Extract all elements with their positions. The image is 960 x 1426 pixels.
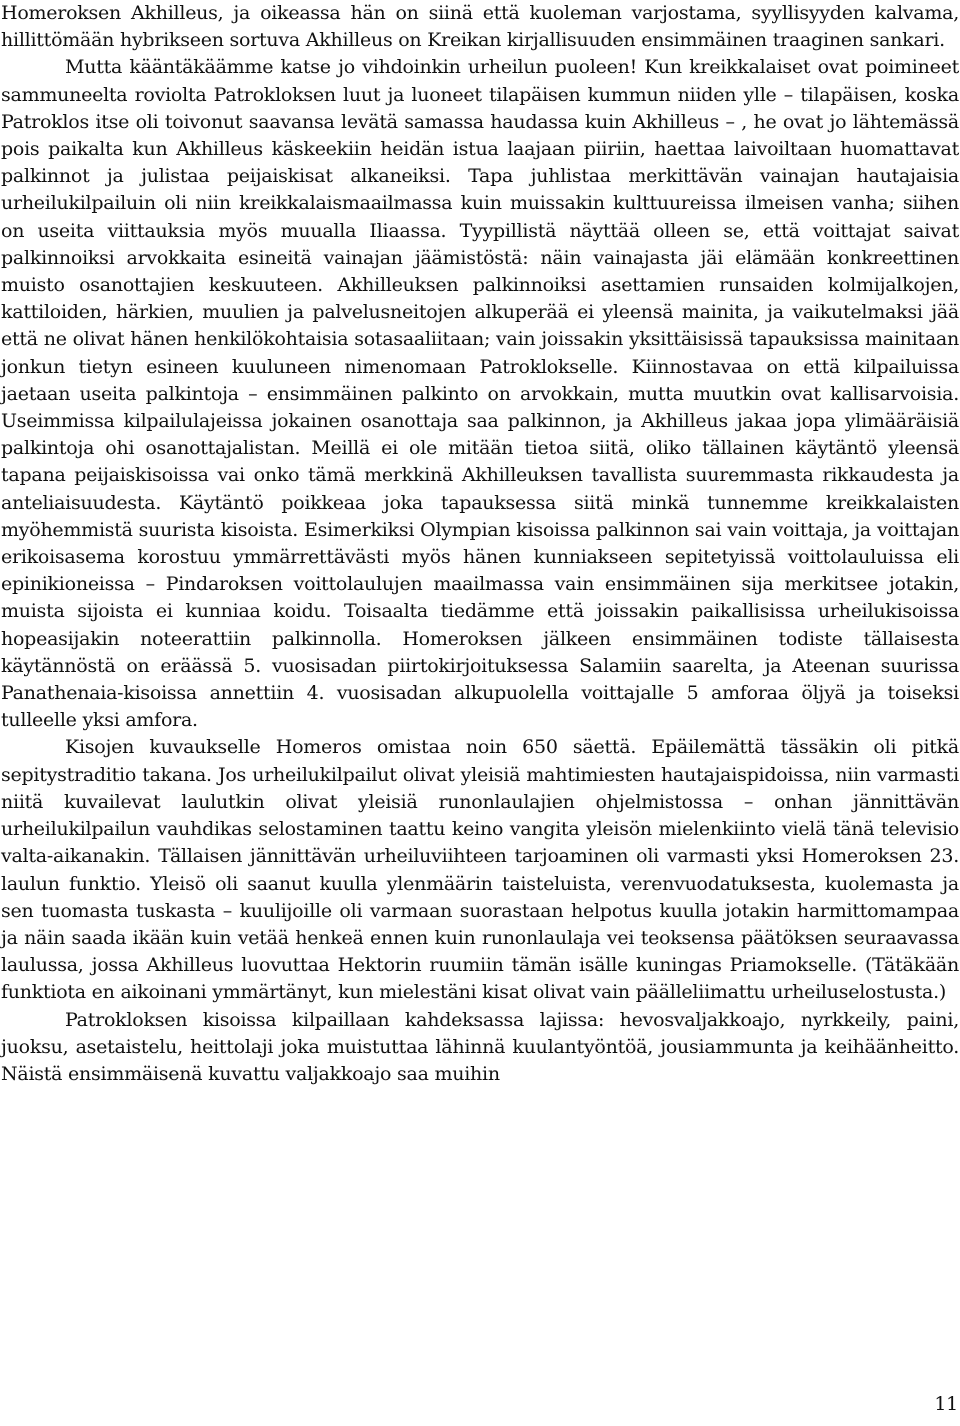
paragraph-3: Kisojen kuvaukselle Homeros omistaa noin 650 säettä. Epäilemättä tässäkin oli pitkä sepitystraditio takana. Jos urheilukilpailut olivat yleisiä mahtimiesten hautajaispidoissa, niin varmasti niitä kuvailevat laulutkin olivat yleisiä runonlaulajien ohjelmistossa – onhan jännittävän urheilukilpailun vauhdikas selostaminen taattu keino vangita yleisön mielenkiinto vielä tänä televisio valta-aikanakin. Tällaisen jännittävän urheiluviihteen tarjoaminen oli varmasti yksi Homeroksen 23. laulun funktio. Yleisö oli saanut kuulla ylenmäärin taisteluista, verenvuodatuksesta, kuolemasta ja sen tuomasta tuskasta – kuulijoille oli varmaan suorastaan helpotus kuulla jotakin harmittomampaa ja näin saada ikään kuin vetää henkeä ennen kuin runonlaulaja vei teoksensa päätöksen seuraavassa laulussa, jossa Akhilleus luovuttaa Hektorin ruumiin tämän isälle kuningas Priamokselle. (Tätäkään funktiota en aikoinani ymmärtänyt, kun mielestäni kisat olivat vain päälleliimattu urheiluselostusta.) — [1, 736, 959, 1004]
paragraph-2: Mutta kääntäkäämme katse jo vihdoinkin urheilun puoleen! Kun kreikkalaiset ovat poimineet sammuneelta roviolta Patrokloksen luut ja luoneet tilapäisen kummun niiden ylle – tilapäisen, koska Patroklos itse oli toivonut saavansa levätä samassa haudassa kuin Akhilleus – , he ovat jo lähtemässä pois paikalta kun Akhilleus käskeekiin heidän istua laajaan piiriin, haettaa laivoiltaan huomattavat palkinnot ja julistaa peijaiskisat alkaneiksi. Tapa juhlistaa merkittävän vainajan hautajaisia urheilukilpailuin oli niin kreikkalaismaailmassa kuin muissakin kulttuureissa ilmeisen vanha; siihen on useita viittauksia myös muualla Iliaassa. Tyypillistä näyttää olleen se, että voittajat saivat palkinnoiksi arvokkaita esineitä vainajan jäämistöstä: näin vainajasta jäi elämään konkreettinen muisto osanottajien keskuuteen. Akhilleuksen palkinnoiksi asettamien runsaiden kolmijalkojen, kattiloiden, härkien, muulien ja palvelusneitojen alkuperää ei yleensä mainita, ja vaikutelmaksi jää että ne olivat hänen henkilökohtaisia sotasaaliitaan; vain joissakin yksittäisissä tapauksissa mainitaan jonkun tietyn esineen kuuluneen nimenomaan Patroklokselle. Kiinnostavaa on että kilpailuissa jaetaan useita palkintoja – ensimmäinen palkinto on arvokkain, mutta muutkin ovat kallisarvoisia. Useimmissa kilpailulajeissa jokainen osanottaja saa palkinnon, ja Akhilleus jakaa jopa ylimääräisiä palkintoja ohi osanottajalistan. Meillä ei ole mitään tietoa siitä, oliko tällainen käytäntö yleensä tapana peijaiskisoissa vai onko tämä merkkinä Akhilleuksen tavallista suuremmasta rikkaudesta ja anteliaisuudesta. Käytäntö poikkeaa joka tapauksessa siitä minkä tunnemme kreikkalaisten myöhemmistä suurista kisoista. Esimerkiksi Olympian kisoissa palkinnon sai vain voittaja, ja voittajan erikoisasema korostuu ymmärrettävästi myös hänen kunniakseen sepitetyissä voittolauluissa eli epinikioneissa – Pindaroksen voittolaulujen maailmassa vain ensimmäinen sija merkitsee jotakin, muista sijoista ei kunniaa koidu. Toisaalta tiedämme että joissakin paikallisissa urheilukisoissa hopeasijakin noteerattiin palkinnolla. Homeroksen jälkeen ensimmäinen todiste tällaisesta käytännöstä on eräässä 5. vuosisadan piirtokirjoituksessa Salamiin saarelta, ja Ateenan suurissa Panathenaia-kisoissa annettiin 4. vuosisadan alkupuolella voittajalle 5 amforaa öljyä ja toiseksi tulleelle yksi amfora. — [1, 56, 959, 732]
page-number: 11 — [934, 1392, 958, 1415]
paragraph-1: Homeroksen Akhilleus, ja oikeassa hän on siinä että kuoleman varjostama, syyllisyyden kalvama, hillittömään hybrikseen sortuva Akhilleus on Kreikan kirjallisuuden ensimmäinen traaginen sankari. — [1, 2, 959, 52]
paragraph-4: Patrokloksen kisoissa kilpaillaan kahdeksassa lajissa: hevosvaljakkoajo, nyrkkeily, paini, juoksu, asetaistelu, heittolaji joka muistuttaa lähinnä kuulantyöntöä, jousiammunta ja keihäänheitto. Näistä ensimmäisenä kuvattu valjakkoajo saa muihin — [1, 1008, 959, 1085]
